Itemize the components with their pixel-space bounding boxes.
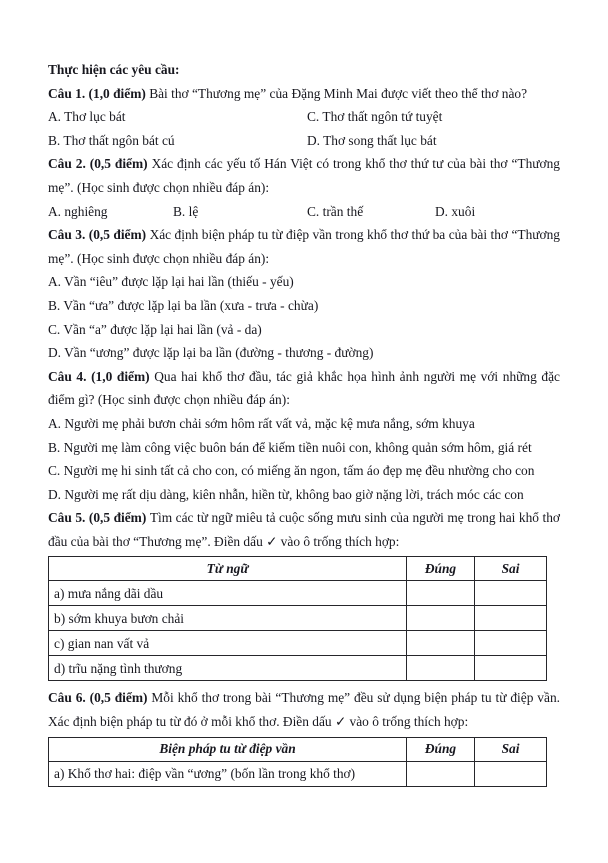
question-1-option-a: A. Thơ lục bát: [48, 109, 126, 125]
question-4-paragraph: [48, 365, 560, 412]
term-cell: b) sớm khuya bươn chải: [49, 606, 407, 631]
question-3-option-c: C. Vần “a” được lặp lại hai lần (vả - da): [48, 321, 262, 337]
question-1-option-b: B. Thơ thất ngôn bát cú: [48, 132, 175, 148]
column-header-sai: Sai: [475, 557, 547, 581]
column-header-term: Từ ngữ: [49, 557, 407, 581]
table-row: [49, 761, 547, 786]
question-3-paragraph: [48, 223, 560, 270]
dung-answer-cell: [407, 761, 475, 786]
question-5-paragraph: [48, 506, 560, 553]
question-6-text: Mỗi khổ thơ trong bài “Thương mẹ” đều sử dụng biện pháp tu từ điệp vần. Xác định biện pháp tu từ đó ở mỗi khổ thơ. Điền dấu ✓ vào ô trống thích hợp:: [48, 690, 560, 730]
question-2-paragraph: [48, 152, 560, 199]
truth-table-question-6: [48, 737, 547, 787]
question-4-option-c: C. Người mẹ hi sinh tất cả cho con, có miếng ăn ngon, tấm áo đẹp mẹ đều nhường cho con: [48, 463, 535, 479]
question-4-option-d: D. Người mẹ rất dịu dàng, kiên nhẫn, hiền từ, không bao giờ nặng lời, trách móc các con: [48, 486, 524, 502]
truth-table-question-5: [48, 556, 547, 681]
sai-answer-cell: [475, 606, 547, 631]
term-cell: d) trĩu nặng tình thương: [49, 656, 407, 681]
table-header-row: [49, 737, 547, 761]
column-header-term: Biện pháp tu từ điệp vần: [49, 737, 407, 761]
instruction-heading: Thực hiện các yêu cầu:: [48, 62, 180, 77]
question-1-text: Bài thơ “Thương mẹ” của Đặng Minh Mai được viết theo thể thơ nào?: [149, 85, 528, 101]
question-2-option-d: D. xuôi: [435, 203, 476, 219]
sai-answer-cell: [475, 631, 547, 656]
column-header-sai: Sai: [475, 737, 547, 761]
question-2-option-a: A. nghiêng: [48, 203, 108, 219]
sai-answer-cell: [475, 656, 547, 681]
table-header-row: [49, 557, 547, 581]
table-row: [49, 581, 547, 606]
dung-answer-cell: [407, 656, 475, 681]
term-cell: a) Khổ thơ hai: điệp vần “ương” (bốn lần trong khổ thơ): [49, 761, 407, 786]
term-cell: a) mưa nắng dãi dầu: [49, 581, 407, 606]
question-1-options-row-1: [48, 105, 560, 129]
question-2-options-row: [48, 200, 560, 224]
question-5-text: Tìm các từ ngữ miêu tả cuộc sống mưu sinh của người mẹ trong hai khổ thơ đầu của bài thơ “Thương mẹ”. Điền dấu ✓ vào ô trống thích hợp:: [48, 510, 560, 549]
question-2-prefix: Câu 2. (0,5 điểm): [48, 156, 148, 172]
question-1-option-c: C. Thơ thất ngôn tứ tuyệt: [307, 109, 443, 125]
sai-answer-cell: [475, 581, 547, 606]
dung-answer-cell: [407, 581, 475, 606]
question-1-prefix: Câu 1. (1,0 điểm): [48, 85, 146, 101]
sai-answer-cell: [475, 761, 547, 786]
question-1-options-row-2: [48, 129, 560, 153]
question-4-option-b: B. Người mẹ làm công việc buôn bán để kiếm tiền nuôi con, không quản sớm hôm, giá rét: [48, 439, 532, 455]
question-4-text: Qua hai khổ thơ đầu, tác giả khắc họa hình ảnh người mẹ với những đặc điểm gì? (Học sinh được chọn nhiều đáp án):: [48, 368, 561, 408]
question-3-option-b: B. Vần “ưa” được lặp lại ba lần (xưa - trưa - chừa): [48, 297, 319, 313]
table-row: [49, 656, 547, 681]
table-row: [49, 606, 547, 631]
dung-answer-cell: [407, 606, 475, 631]
question-6-prefix: Câu 6. (0,5 điểm): [48, 690, 148, 706]
question-4-option-a: A. Người mẹ phải bươn chải sớm hôm rất vất vả, mặc kệ mưa nắng, sớm khuya: [48, 415, 475, 431]
question-1-option-d: D. Thơ song thất lục bát: [307, 132, 437, 148]
table-row: [49, 631, 547, 656]
question-2-text: Xác định các yếu tố Hán Việt có trong khổ thơ thứ tư của bài thơ “Thương mẹ”. (Học sinh được chọn nhiều đáp án):: [48, 156, 560, 195]
question-2-option-b: B. lệ: [173, 203, 199, 219]
dung-answer-cell: [407, 631, 475, 656]
term-cell: c) gian nan vất vả: [49, 631, 407, 656]
column-header-dung: Đúng: [407, 737, 475, 761]
question-3-prefix: Câu 3. (0,5 điểm): [48, 227, 147, 243]
question-1-paragraph: [48, 82, 560, 106]
question-3-text: Xác định biện pháp tu từ điệp vần trong khổ thơ thứ ba của bài thơ “Thương mẹ”. (Học sinh được chọn nhiều đáp án):: [48, 227, 560, 266]
question-6-paragraph: [48, 686, 560, 733]
question-3-option-d: D. Vần “ương” được lặp lại ba lần (đường - thương - đường): [48, 345, 374, 361]
column-header-dung: Đúng: [407, 557, 475, 581]
question-5-prefix: Câu 5. (0,5 điểm): [48, 510, 147, 526]
question-3-option-a: A. Vần “iêu” được lặp lại hai lần (thiếu - yếu): [48, 274, 294, 290]
question-2-option-c: C. trần thế: [307, 203, 364, 219]
question-4-prefix: Câu 4. (1,0 điểm): [48, 368, 150, 384]
